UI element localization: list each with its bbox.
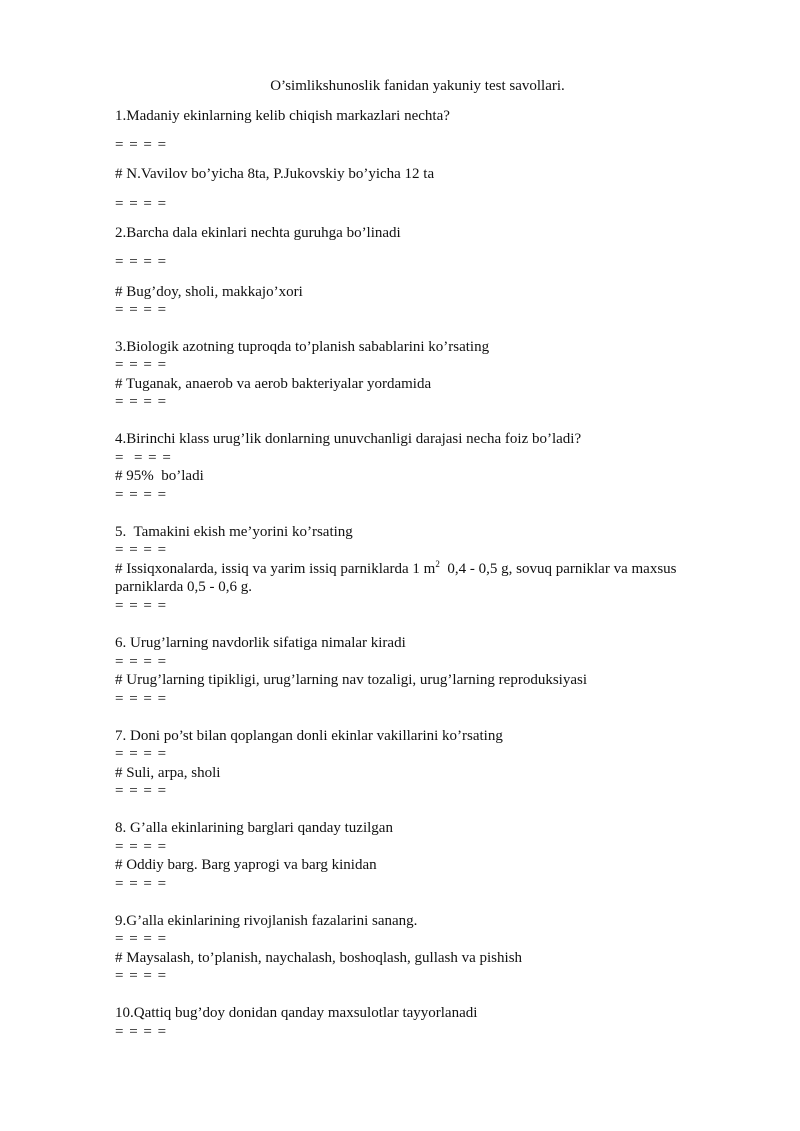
question-2: 2.Barcha dala ekinlari nechta guruhga bo’linadi bbox=[115, 225, 401, 241]
answer-3: # Tuganak, anaerob va aerob bakteriyalar yordamida bbox=[115, 376, 432, 392]
question-1: 1.Madaniy ekinlarning kelib chiqish markazlari nechta? bbox=[115, 108, 450, 124]
question-6: 6. Urug’larning navdorlik sifatiga nimalar kiradi bbox=[115, 635, 406, 651]
separator: = = = = bbox=[115, 968, 168, 984]
separator: = = = = bbox=[115, 196, 168, 212]
question-10: 10.Qattiq bug’doy donidan qanday maxsulotlar tayyorlanadi bbox=[115, 1005, 478, 1021]
answer-4: # 95% bo’ladi bbox=[115, 468, 204, 484]
separator: = = = = bbox=[115, 598, 168, 614]
answer-5-text-b: 0,4 - 0,5 g, sovuq parniklar va maxsus bbox=[439, 561, 677, 577]
separator: = = = = bbox=[115, 691, 168, 707]
separator: = = = = bbox=[115, 654, 168, 670]
superscript-2: 2 bbox=[435, 559, 440, 569]
answer-5-text-a: # Issiqxonalarda, issiq va yarim issiq parniklarda 1 m bbox=[115, 561, 436, 577]
separator: = = = = bbox=[115, 542, 168, 558]
separator: = = = = bbox=[115, 839, 168, 855]
question-9: 9.G’alla ekinlarining rivojlanish fazalarini sanang. bbox=[115, 913, 418, 929]
separator: = = = = bbox=[115, 931, 168, 947]
answer-7: # Suli, arpa, sholi bbox=[115, 765, 221, 781]
separator: = = = = bbox=[115, 357, 168, 373]
answer-6: # Urug’larning tipikligi, urug’larning nav tozaligi, urug’larning reproduksiyasi bbox=[115, 672, 587, 688]
separator: = = = = bbox=[115, 783, 168, 799]
question-5: 5. Tamakini ekish me’yorini ko’rsating bbox=[115, 524, 353, 540]
answer-5-line-1 bbox=[115, 560, 677, 578]
answer-9: # Maysalash, to’planish, naychalash, boshoqlash, gullash va pishish bbox=[115, 950, 523, 966]
separator: = = = = bbox=[115, 746, 168, 762]
answer-5-line-2: parniklarda 0,5 - 0,6 g. bbox=[115, 579, 253, 595]
document-title: O’simlikshunoslik fanidan yakuniy test savollari. bbox=[270, 78, 565, 94]
separator: = = = = bbox=[115, 394, 168, 410]
separator: = = = = bbox=[115, 450, 172, 466]
answer-1: # N.Vavilov bo’yicha 8ta, P.Jukovskiy bo’yicha 12 ta bbox=[115, 166, 435, 182]
question-8: 8. G’alla ekinlarining barglari qanday tuzilgan bbox=[115, 820, 393, 836]
separator: = = = = bbox=[115, 876, 168, 892]
separator: = = = = bbox=[115, 302, 168, 318]
separator: = = = = bbox=[115, 137, 168, 153]
question-3: 3.Biologik azotning tuproqda to’planish sabablarini ko’rsating bbox=[115, 339, 490, 355]
separator: = = = = bbox=[115, 254, 168, 270]
answer-8: # Oddiy barg. Barg yaprogi va barg kinidan bbox=[115, 857, 377, 873]
question-4: 4.Birinchi klass urug’lik donlarning unuvchanligi darajasi necha foiz bo’ladi? bbox=[115, 431, 582, 447]
separator: = = = = bbox=[115, 1024, 168, 1040]
answer-2: # Bug’doy, sholi, makkajo’xori bbox=[115, 284, 303, 300]
separator: = = = = bbox=[115, 487, 168, 503]
question-7: 7. Doni po’st bilan qoplangan donli ekinlar vakillarini ko’rsating bbox=[115, 728, 503, 744]
